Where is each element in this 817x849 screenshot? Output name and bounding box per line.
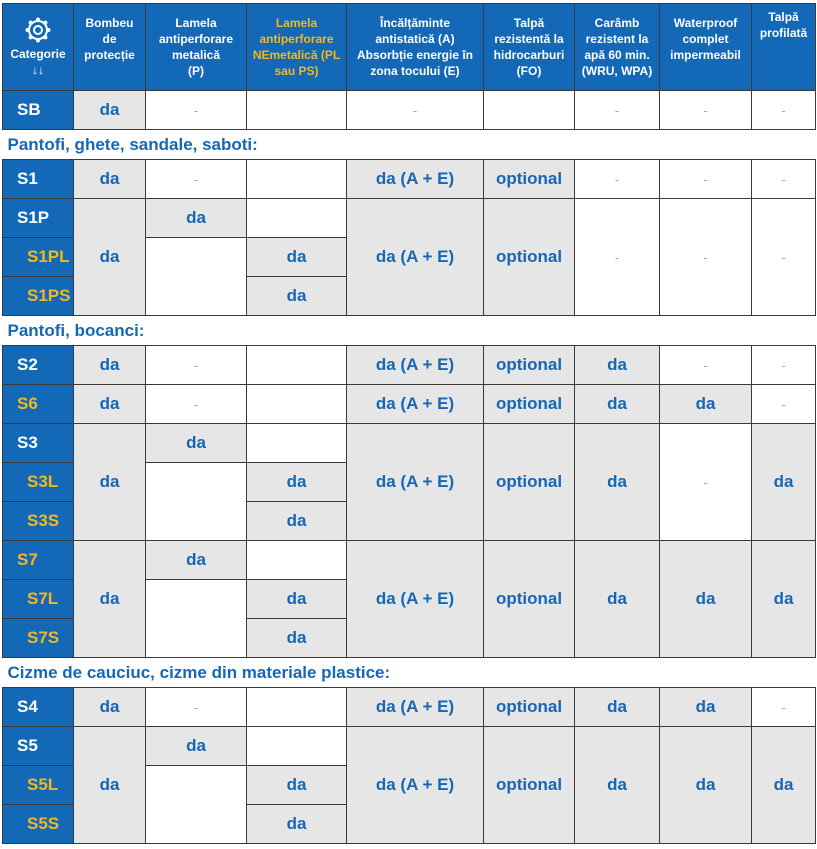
value-cell: - xyxy=(146,385,247,424)
value-cell: - xyxy=(752,385,816,424)
value-cell: - xyxy=(752,688,816,727)
category-cell: S1PS xyxy=(3,277,74,316)
empty-cell xyxy=(146,766,247,844)
value-cell: optional xyxy=(484,424,575,541)
value-cell: da xyxy=(74,688,146,727)
value-cell: - xyxy=(146,160,247,199)
value-cell: - xyxy=(146,688,247,727)
value-cell: da (A + E) xyxy=(347,688,484,727)
value-cell: da xyxy=(247,619,347,658)
value-cell: - xyxy=(660,160,752,199)
col-header-fuel-oil xyxy=(484,4,575,91)
value-cell: optional xyxy=(484,541,575,658)
value-cell: - xyxy=(752,160,816,199)
col-header-antistatic xyxy=(347,4,484,91)
category-cell: S7 xyxy=(3,541,74,580)
value-cell: da xyxy=(575,424,660,541)
value-cell: da xyxy=(752,541,816,658)
value-cell: da xyxy=(660,727,752,844)
section-row xyxy=(3,130,816,160)
empty-cell xyxy=(247,160,347,199)
value-cell: da xyxy=(247,805,347,844)
value-cell: da (A + E) xyxy=(347,160,484,199)
col-header-line: Talpă xyxy=(513,16,545,30)
category-cell: S5 xyxy=(3,727,74,766)
col-header-cleated-sole xyxy=(752,4,816,91)
value-cell: - xyxy=(575,199,660,316)
col-header-line: NEmetalică (PL xyxy=(252,48,341,62)
category-cell: S7L xyxy=(3,580,74,619)
table-row-s5 xyxy=(3,727,816,766)
table-row-s6 xyxy=(3,385,816,424)
table-row-s7 xyxy=(3,541,816,580)
value-cell: da xyxy=(247,766,347,805)
col-header-line: (FO) xyxy=(516,64,542,78)
value-cell: da xyxy=(74,727,146,844)
col-header-line: Absorbție energie în xyxy=(356,48,474,62)
empty-cell xyxy=(247,727,347,766)
safety-emblem-icon xyxy=(25,17,51,43)
value-cell: da xyxy=(146,541,247,580)
value-cell: da xyxy=(660,385,752,424)
table-row-s1 xyxy=(3,160,816,199)
col-header-line: protecție xyxy=(84,48,135,62)
value-cell: da xyxy=(575,541,660,658)
empty-cell xyxy=(146,580,247,658)
table-row-sb xyxy=(3,91,816,130)
table-row-s4 xyxy=(3,688,816,727)
col-header-nonmetal-plate xyxy=(247,4,347,91)
value-cell: da xyxy=(74,91,146,130)
value-cell: da xyxy=(74,160,146,199)
col-header-line: apă 60 min. xyxy=(584,48,650,62)
category-cell: S1P xyxy=(3,199,74,238)
col-header-toe-cap xyxy=(74,4,146,91)
empty-cell xyxy=(247,688,347,727)
sort-arrows-icon[interactable]: ↓↓ xyxy=(32,62,44,77)
header-row xyxy=(3,4,816,91)
value-cell: da xyxy=(575,688,660,727)
col-header-line: antistatică (A) xyxy=(375,32,455,46)
col-header-metal-plate xyxy=(146,4,247,91)
category-cell: S6 xyxy=(3,385,74,424)
value-cell: optional xyxy=(484,346,575,385)
col-header-line: (WRU, WPA) xyxy=(581,64,653,78)
value-cell: optional xyxy=(484,199,575,316)
value-cell: da xyxy=(146,727,247,766)
value-cell: - xyxy=(660,424,752,541)
col-header-line: Talpă xyxy=(768,10,799,24)
value-cell: da xyxy=(74,424,146,541)
category-cell: S3 xyxy=(3,424,74,463)
value-cell: da xyxy=(74,385,146,424)
value-cell: optional xyxy=(484,727,575,844)
col-header-line: Waterproof xyxy=(673,16,738,30)
value-cell: da xyxy=(660,688,752,727)
category-cell: S2 xyxy=(3,346,74,385)
value-cell: da xyxy=(247,580,347,619)
category-cell: S1PL xyxy=(3,238,74,277)
value-cell: optional xyxy=(484,385,575,424)
col-header-line: (P) xyxy=(188,64,204,78)
category-cell: S7S xyxy=(3,619,74,658)
col-header-line: hidrocarburi xyxy=(493,48,565,62)
value-cell: da (A + E) xyxy=(347,727,484,844)
table-row-s3 xyxy=(3,424,816,463)
col-header-line: metalică xyxy=(171,48,221,62)
col-header-line: profilată xyxy=(759,26,808,40)
value-cell: da xyxy=(146,199,247,238)
value-cell: da xyxy=(247,463,347,502)
col-header-water-resistant xyxy=(575,4,660,91)
value-cell: da xyxy=(247,277,347,316)
category-cell: S5S xyxy=(3,805,74,844)
col-header-waterproof xyxy=(660,4,752,91)
value-cell: da (A + E) xyxy=(347,346,484,385)
value-cell: da xyxy=(74,346,146,385)
col-header-line: antiperforare xyxy=(158,32,234,46)
category-label: Categorie xyxy=(10,46,66,61)
value-cell: da xyxy=(74,199,146,316)
value-cell: - xyxy=(146,346,247,385)
col-header-line: Lamela xyxy=(175,16,217,30)
col-header-line: complet xyxy=(682,32,729,46)
value-cell: da xyxy=(575,346,660,385)
section-row xyxy=(3,658,816,688)
value-cell: - xyxy=(660,91,752,130)
value-cell: - xyxy=(660,199,752,316)
value-cell: da xyxy=(146,424,247,463)
col-header-line: sau PS) xyxy=(274,64,319,78)
category-header[interactable] xyxy=(3,4,74,91)
value-cell: - xyxy=(575,91,660,130)
section-row xyxy=(3,316,816,346)
col-header-line: Lamela xyxy=(275,16,318,30)
category-cell: S5L xyxy=(3,766,74,805)
col-header-line: zona tocului (E) xyxy=(370,64,460,78)
value-cell: da (A + E) xyxy=(347,424,484,541)
category-cell: SB xyxy=(3,91,74,130)
empty-cell xyxy=(247,385,347,424)
col-header-line: de xyxy=(102,32,117,46)
col-header-line: impermeabil xyxy=(670,48,741,62)
col-header-line: rezistentă la xyxy=(494,32,564,46)
empty-cell xyxy=(247,424,347,463)
table-row-s2 xyxy=(3,346,816,385)
section-title: Pantofi, ghete, sandale, saboti: xyxy=(3,130,816,160)
empty-cell xyxy=(484,91,575,130)
value-cell: - xyxy=(752,91,816,130)
value-cell: optional xyxy=(484,688,575,727)
empty-cell xyxy=(146,238,247,316)
safety-footwear-table xyxy=(2,3,816,844)
value-cell: da (A + E) xyxy=(347,385,484,424)
value-cell: da xyxy=(660,541,752,658)
value-cell: da (A + E) xyxy=(347,199,484,316)
value-cell: - xyxy=(347,91,484,130)
value-cell: optional xyxy=(484,160,575,199)
value-cell: da xyxy=(752,727,816,844)
section-title: Cizme de cauciuc, cizme din materiale plastice: xyxy=(3,658,816,688)
col-header-line: Încălțăminte xyxy=(379,16,451,30)
value-cell: da (A + E) xyxy=(347,541,484,658)
col-header-line: antiperforare xyxy=(259,32,334,46)
col-header-line: Carâmb xyxy=(594,16,640,30)
value-cell: da xyxy=(74,541,146,658)
empty-cell xyxy=(247,346,347,385)
value-cell: - xyxy=(660,346,752,385)
category-cell: S4 xyxy=(3,688,74,727)
table-row-s1p xyxy=(3,199,816,238)
empty-cell xyxy=(247,91,347,130)
category-cell: S3L xyxy=(3,463,74,502)
value-cell: da xyxy=(752,424,816,541)
value-cell: da xyxy=(247,502,347,541)
value-cell: da xyxy=(247,238,347,277)
category-cell: S3S xyxy=(3,502,74,541)
value-cell: da xyxy=(575,727,660,844)
section-title: Pantofi, bocanci: xyxy=(3,316,816,346)
empty-cell xyxy=(247,541,347,580)
value-cell: - xyxy=(575,160,660,199)
empty-cell xyxy=(146,463,247,541)
value-cell: - xyxy=(752,199,816,316)
empty-cell xyxy=(247,199,347,238)
value-cell: da xyxy=(575,385,660,424)
col-header-line: Bombeu xyxy=(85,16,134,30)
value-cell: - xyxy=(146,91,247,130)
category-cell: S1 xyxy=(3,160,74,199)
value-cell: - xyxy=(752,346,816,385)
col-header-line: rezistent la xyxy=(585,32,649,46)
